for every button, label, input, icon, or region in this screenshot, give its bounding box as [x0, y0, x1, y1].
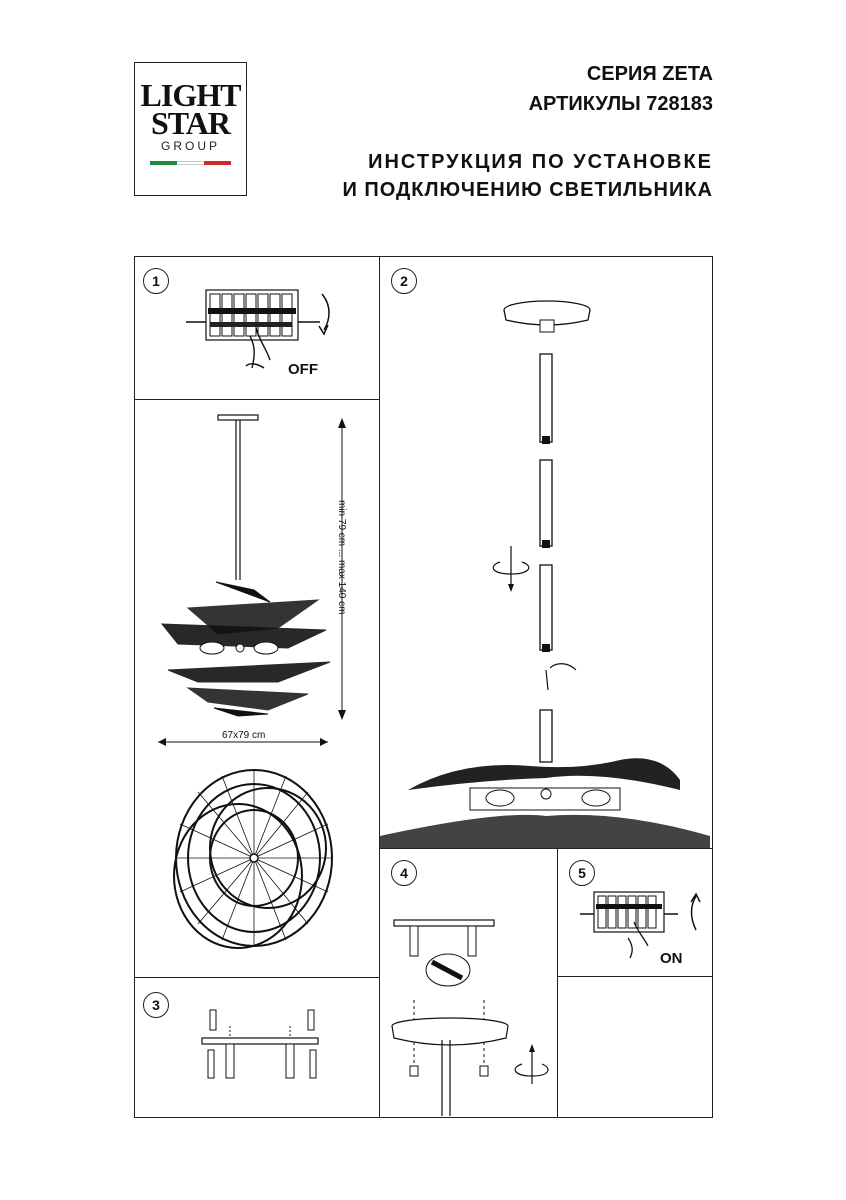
document-title-line-2: И ПОДКЛЮЧЕНИЮ СВЕТИЛЬНИКА	[342, 179, 713, 201]
rod-assembly-illustration	[380, 290, 713, 848]
step-3-badge: 3	[143, 992, 169, 1018]
divider	[134, 977, 380, 978]
divider	[134, 399, 380, 400]
series-name: СЕРИЯ ZETA	[586, 63, 713, 85]
article-number: АРТИКУЛЫ 728183	[528, 93, 713, 115]
mounting-plate-illustration	[196, 1006, 326, 1088]
canopy-attach-illustration	[384, 916, 554, 1116]
step-1-badge: 1	[143, 268, 169, 294]
brand-logo	[134, 62, 247, 196]
off-label: OFF	[288, 361, 318, 378]
divider	[557, 976, 713, 977]
step-5-badge: 5	[569, 860, 595, 886]
divider	[379, 848, 713, 849]
divider	[557, 848, 558, 1118]
breaker-panel-on-illustration	[578, 888, 708, 960]
logo-line-3: GROUP	[160, 139, 220, 153]
on-label: ON	[660, 950, 683, 967]
fixture-side-view	[158, 412, 358, 752]
step-4-badge: 4	[391, 860, 417, 886]
width-dimension-label: 67x79 cm	[222, 730, 266, 741]
logo-line-2: STAR	[151, 105, 230, 141]
fixture-top-view	[168, 766, 340, 962]
logo-line-1: LIGHT	[140, 77, 241, 113]
italian-flag-stripe	[150, 161, 232, 165]
height-dimension-label: min 79 cm ... max 140 cm	[336, 500, 347, 615]
step-2-badge: 2	[391, 268, 417, 294]
document-title-line-1: ИНСТРУКЦИЯ ПО УСТАНОВКЕ	[368, 151, 713, 173]
